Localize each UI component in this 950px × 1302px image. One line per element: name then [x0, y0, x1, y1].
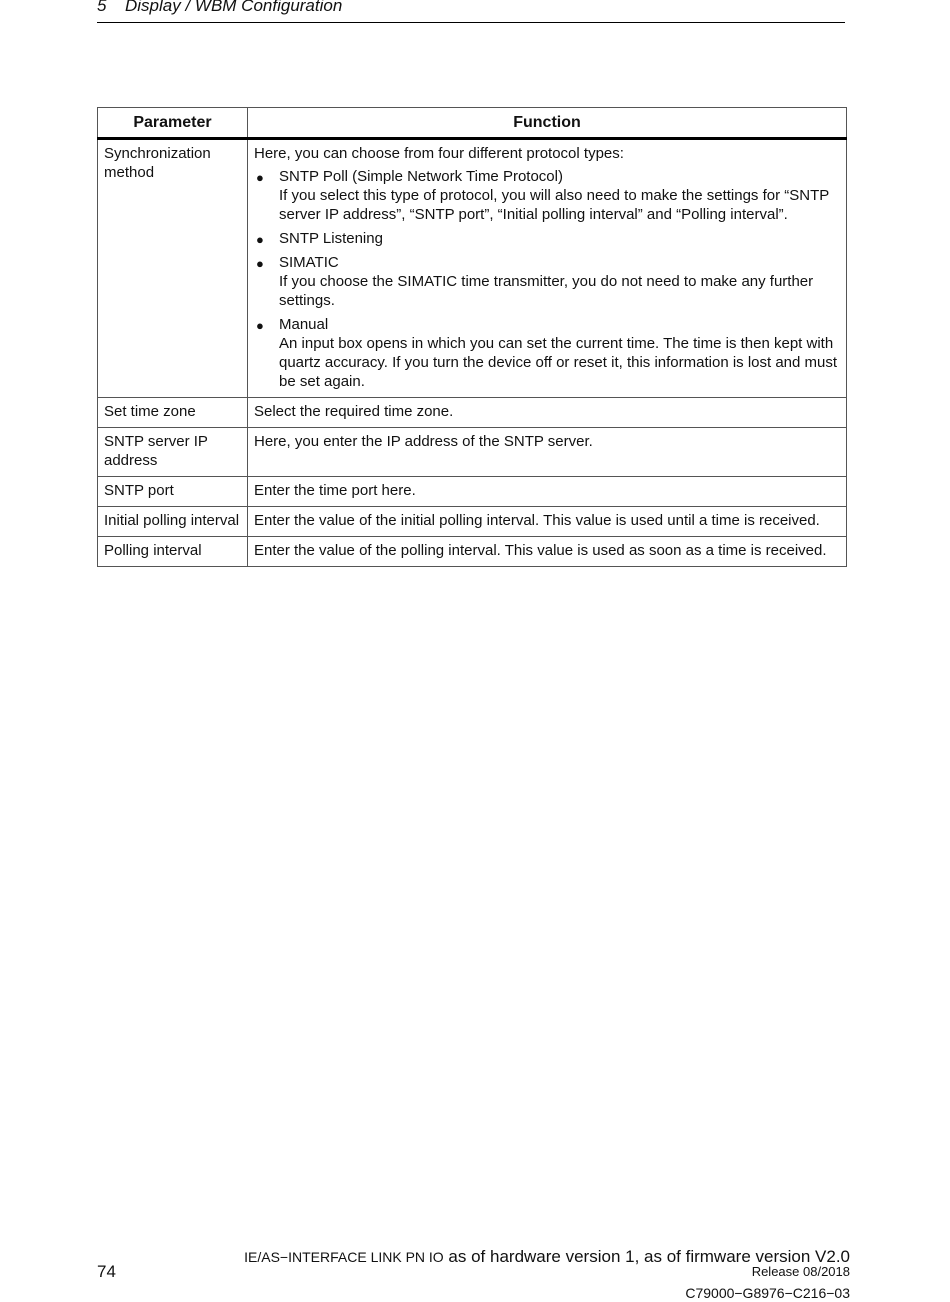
list-item	[254, 253, 840, 310]
table-row	[98, 477, 847, 507]
page-number: 74	[97, 1262, 116, 1281]
param-cell: Polling interval	[98, 537, 248, 567]
bullet-desc: If you select this type of protocol, you will also need to make the settings for “SNTP server IP address”, “SNTP port”, “Initial polling interval” and “Polling interval”.	[279, 187, 829, 223]
section-number: 5	[97, 0, 107, 15]
header-parameter: Parameter	[98, 108, 248, 139]
param-cell: Initial polling interval	[98, 507, 248, 537]
document-number: C79000−G8976−C216−03	[685, 1285, 850, 1301]
param-cell: Synchronization method	[98, 139, 248, 398]
function-cell: Select the required time zone.	[248, 398, 847, 428]
product-name: IE/AS−INTERFACE LINK PN IO	[244, 1249, 444, 1265]
function-cell	[248, 139, 847, 398]
header-function: Function	[248, 108, 847, 139]
list-item	[254, 229, 840, 248]
table-row	[98, 398, 847, 428]
bullet-icon: ●	[256, 232, 264, 247]
release-date: Release 08/2018	[751, 1264, 850, 1279]
bullet-title: SNTP Listening	[279, 230, 383, 247]
bullet-title: Manual	[279, 316, 329, 333]
bullet-title: SIMATIC	[279, 254, 339, 271]
bullet-desc: An input box opens in which you can set the current time. The time is then kept with quartz accuracy. If you turn the device off or reset it, this information is lost and must be set again.	[279, 335, 838, 390]
param-cell: SNTP server IP address	[98, 428, 248, 477]
list-item	[254, 167, 840, 224]
param-cell: Set time zone	[98, 398, 248, 428]
product-version: as of hardware version 1, as of firmware version V2.0	[443, 1247, 850, 1266]
section-title: Display / WBM Configuration	[125, 0, 343, 15]
page-header	[97, 0, 845, 23]
protocol-list	[254, 167, 840, 391]
table-row	[98, 428, 847, 477]
param-cell: SNTP port	[98, 477, 248, 507]
table-row	[98, 139, 847, 398]
bullet-title: SNTP Poll (Simple Network Time Protocol)	[279, 168, 563, 185]
bullet-icon: ●	[256, 318, 264, 333]
list-item	[254, 315, 840, 391]
function-intro: Here, you can choose from four different protocol types:	[254, 145, 624, 162]
bullet-icon: ●	[256, 170, 264, 185]
function-cell: Enter the time port here.	[248, 477, 847, 507]
table-row	[98, 507, 847, 537]
bullet-icon: ●	[256, 256, 264, 271]
table-header-row	[98, 108, 847, 139]
function-cell: Enter the value of the polling interval. This value is used as soon as a time is received.	[248, 537, 847, 567]
table-row	[98, 537, 847, 567]
parameter-table	[97, 107, 847, 567]
bullet-desc: If you choose the SIMATIC time transmitter, you do not need to make any further settings.	[279, 273, 814, 309]
function-cell: Here, you enter the IP address of the SNTP server.	[248, 428, 847, 477]
function-cell: Enter the value of the initial polling interval. This value is used until a time is received.	[248, 507, 847, 537]
